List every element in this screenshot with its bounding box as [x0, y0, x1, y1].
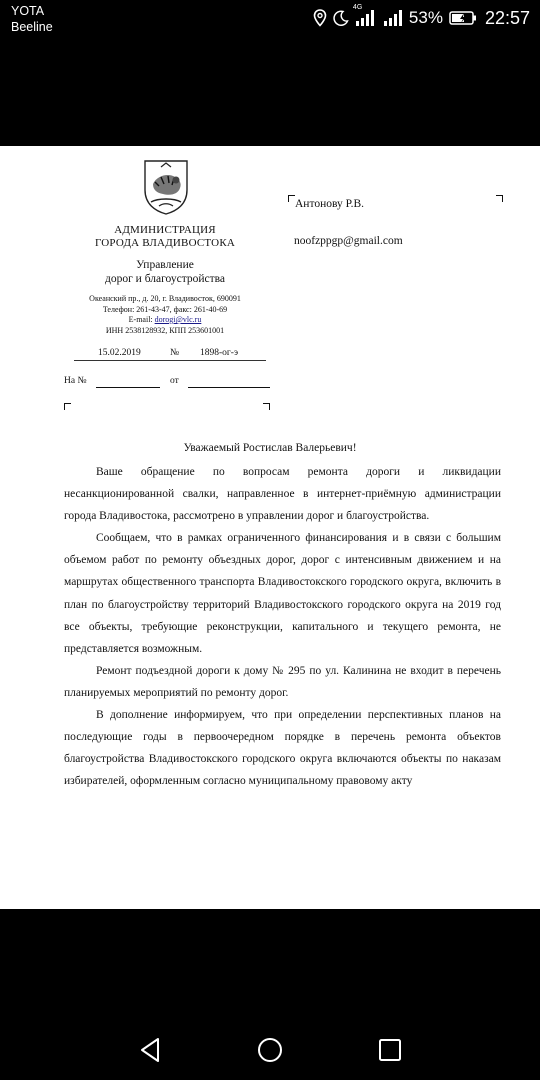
corner-mark	[263, 403, 270, 410]
document-page[interactable]	[0, 146, 540, 909]
dept-line-1: Управление	[136, 259, 194, 271]
incoming-reference	[64, 376, 274, 390]
lte-signal	[352, 4, 377, 27]
dept-line-2: дорог и благоустройства	[104, 273, 226, 285]
paragraph: Ремонт подъездной дороги к дому № 295 по ул. Калинина не входит в перечень планируемых мероприятий по ремонту дорог.	[64, 664, 501, 699]
recents-icon[interactable]	[377, 1036, 403, 1064]
greeting: Уважаемый Ростислав Валерьевич!	[183, 442, 357, 454]
network-type: 4G	[352, 4, 363, 11]
carrier-names	[11, 3, 53, 35]
signal-icon	[355, 9, 377, 27]
location-icon	[313, 9, 327, 27]
phone-fax: Телефон: 261-43-47, факс: 261-40-69	[102, 304, 228, 314]
battery-icon	[449, 10, 477, 26]
corner-mark	[496, 195, 503, 202]
carrier-2: Beeline	[11, 20, 53, 34]
status-bar	[0, 0, 540, 40]
email-row	[60, 315, 270, 326]
back-icon[interactable]	[138, 1036, 164, 1064]
ref-from: от	[170, 376, 179, 386]
ref-prefix: На №	[64, 376, 87, 386]
ref-date-blank	[188, 387, 270, 388]
inn-kpp: ИНН 2538128932, КПП 253601001	[105, 325, 225, 335]
paragraph: В дополнение информируем, что при определении перспективных планов на последующие годы в первоочередном порядке в перечень ремонта объектов благоустройства Владивостокского городского округа включаются объекты по наказам избирателей, оформленным согласно муниципальному правовому акту	[64, 709, 501, 788]
status-icons	[313, 6, 530, 30]
home-icon[interactable]	[256, 1036, 284, 1064]
ref-number-blank	[96, 387, 160, 388]
carrier-1: YOTA	[11, 4, 45, 18]
email-label: E-mail:	[128, 315, 153, 324]
moon-icon	[333, 10, 349, 26]
org-email-link[interactable]: dorogi@vlc.ru	[154, 315, 202, 324]
tiger-emblem-icon	[141, 158, 191, 216]
recipient-name: Антонову Р.В.	[295, 198, 365, 210]
organization-name	[60, 224, 270, 250]
clock: 22:57	[484, 7, 530, 28]
address: Океанский пр., д. 20, г. Владивосток, 690091	[89, 294, 241, 303]
number-sign: №	[170, 348, 180, 358]
org-line-1: АДМИНИСТРАЦИЯ	[114, 224, 216, 236]
corner-mark	[288, 195, 295, 202]
org-line-2: ГОРОДА ВЛАДИВОСТОКА	[95, 237, 235, 249]
navigation-bar	[0, 1020, 540, 1080]
paragraph: Сообщаем, что в рамках ограниченного финансирования и в связи с большим объемом работ по ремонту объездных дорог, дорог с интенсивным движением и на маршрутах общественного транспорта Владивостокского городского округа, включить в план по благоустройству территорий Владивостокского городского округа на 2019 год все объекты, требующие реконструкции, капитального и текущего ремонта, не представляется возможным.	[64, 532, 501, 655]
recipient-email: noofzppgp@gmail.com	[294, 235, 403, 247]
paragraph: Ваше обращение по вопросам ремонта дороги и ликвидации несанкционированной свалки, направленное в интернет-приёмную администрации города Владивостока, рассмотрено в управлении дорог и благоустройства.	[64, 466, 501, 523]
document-date: 15.02.2019	[98, 348, 141, 358]
document-number: 1898-ог-э	[200, 348, 239, 358]
outgoing-reference	[74, 348, 266, 361]
letter-body	[64, 461, 501, 792]
corner-mark	[64, 403, 71, 410]
signal-icon	[383, 9, 403, 27]
contact-details	[60, 294, 270, 336]
department-name	[60, 258, 270, 286]
battery-percent: 53%	[408, 8, 443, 27]
